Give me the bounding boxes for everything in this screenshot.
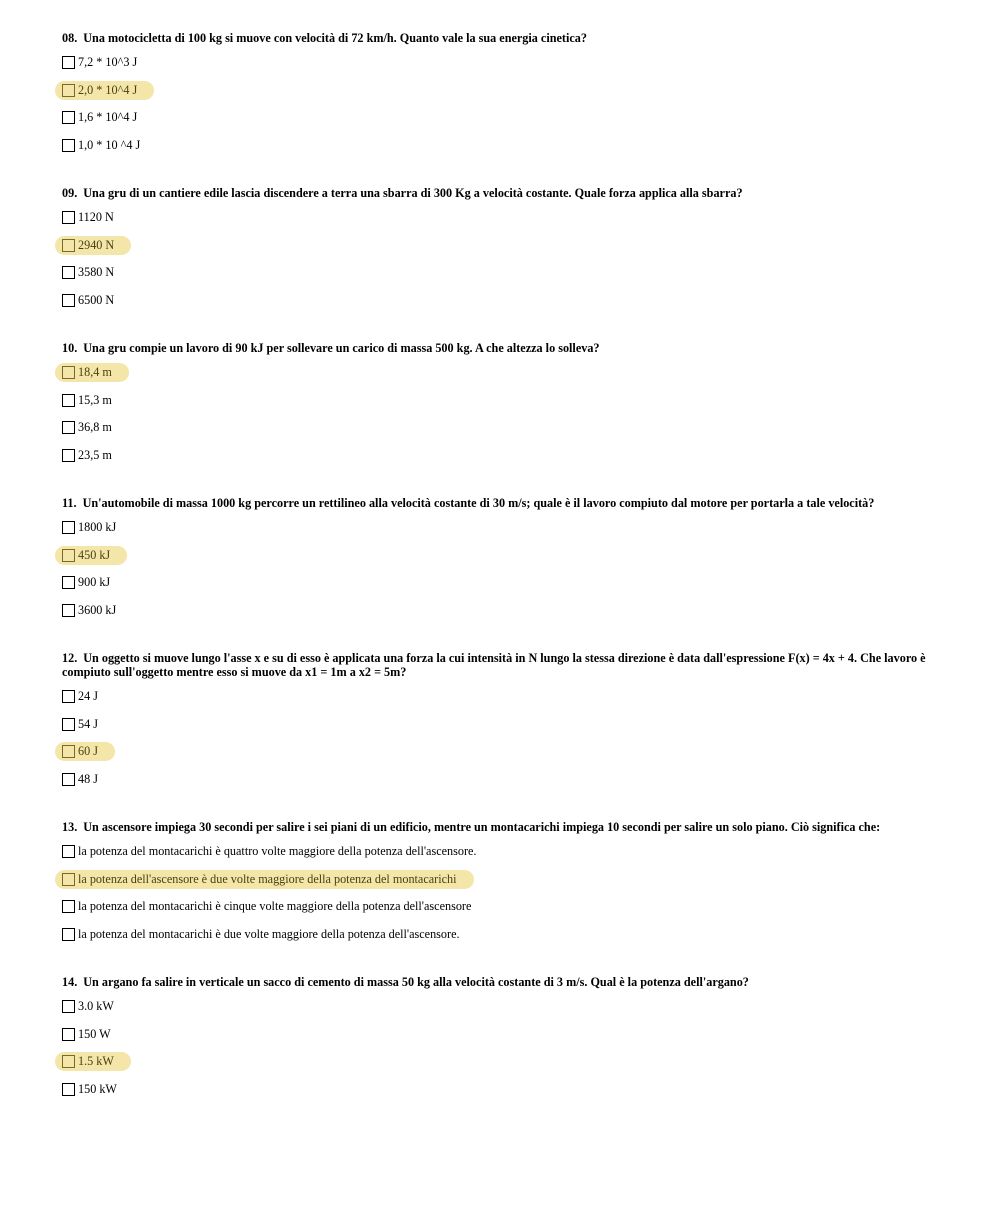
option-label: la potenza del montacarichi è cinque volte maggiore della potenza dell'ascensore xyxy=(78,899,472,914)
checkbox[interactable] xyxy=(62,239,75,252)
checkbox[interactable] xyxy=(62,690,75,703)
question-block xyxy=(62,341,932,469)
checkbox[interactable] xyxy=(62,139,75,152)
checkbox[interactable] xyxy=(62,1083,75,1096)
answer-option[interactable] xyxy=(62,49,932,77)
answer-option[interactable] xyxy=(62,442,932,470)
checkbox[interactable] xyxy=(62,1055,75,1068)
answer-option[interactable] xyxy=(62,359,932,387)
question-block xyxy=(62,496,932,624)
answer-option[interactable] xyxy=(62,1021,932,1049)
option-label: 900 kJ xyxy=(78,575,111,590)
checkbox[interactable] xyxy=(62,745,75,758)
option-label: 48 J xyxy=(78,771,98,786)
checkbox[interactable] xyxy=(62,576,75,589)
option-label: la potenza del montacarichi è due volte maggiore della potenza dell'ascensore. xyxy=(78,926,460,941)
answer-option[interactable] xyxy=(62,387,932,415)
answer-option[interactable] xyxy=(62,259,932,287)
option-label: 1120 N xyxy=(78,210,114,225)
question-number: 10. xyxy=(62,341,78,355)
question-number: 11. xyxy=(62,496,77,510)
question-label: Una gru compie un lavoro di 90 kJ per sollevare un carico di massa 500 kg. A che altezza lo solleva? xyxy=(83,341,600,355)
checkbox[interactable] xyxy=(62,521,75,534)
option-label: la potenza del montacarichi è quattro volte maggiore della potenza dell'ascensore. xyxy=(78,844,477,859)
question-label: Un oggetto si muove lungo l'asse x e su di esso è applicata una forza la cui intensità in N lungo la stessa direzione è data dall'espressione F(x) = 4x + 4. Che lavoro è compiuto sull'oggetto mentre esso si muove da x1 = 1m a x2 = 5m? xyxy=(62,651,926,679)
checkbox[interactable] xyxy=(62,718,75,731)
checkbox[interactable] xyxy=(62,56,75,69)
answer-option[interactable] xyxy=(62,77,932,105)
question-block xyxy=(62,975,932,1103)
option-label: 1.5 kW xyxy=(78,1054,114,1069)
question-text xyxy=(62,975,932,989)
option-label: 54 J xyxy=(78,716,98,731)
question-label: Un argano fa salire in verticale un sacco di cemento di massa 50 kg alla velocità costante di 3 m/s. Qual è la potenza dell'argano? xyxy=(83,975,749,989)
answer-option[interactable] xyxy=(62,838,932,866)
question-text xyxy=(62,820,932,834)
answer-option[interactable] xyxy=(62,569,932,597)
answer-option[interactable] xyxy=(62,132,932,160)
answer-option[interactable] xyxy=(62,597,932,625)
option-label: 23,5 m xyxy=(78,447,112,462)
question-number: 14. xyxy=(62,975,78,989)
checkbox[interactable] xyxy=(62,845,75,858)
option-label: 1800 kJ xyxy=(78,520,117,535)
option-label: 15,3 m xyxy=(78,392,112,407)
checkbox[interactable] xyxy=(62,873,75,886)
answer-option[interactable] xyxy=(62,711,932,739)
answer-option[interactable] xyxy=(62,514,932,542)
checkbox[interactable] xyxy=(62,900,75,913)
checkbox[interactable] xyxy=(62,604,75,617)
question-label: Una motocicletta di 100 kg si muove con velocità di 72 km/h. Quanto vale la sua energia cinetica? xyxy=(83,31,587,45)
quiz-page xyxy=(62,31,932,1130)
option-label: 36,8 m xyxy=(78,420,112,435)
answer-option[interactable] xyxy=(62,1048,932,1076)
option-label: la potenza dell'ascensore è due volte maggiore della potenza del montacarichi xyxy=(78,871,457,886)
option-label: 2,0 * 10^4 J xyxy=(78,82,138,97)
answer-option[interactable] xyxy=(62,683,932,711)
checkbox[interactable] xyxy=(62,449,75,462)
answer-option[interactable] xyxy=(62,542,932,570)
answer-option[interactable] xyxy=(62,866,932,894)
question-label: Una gru di un cantiere edile lascia discendere a terra una sbarra di 300 Kg a velocità costante. Quale forza applica alla sbarra? xyxy=(83,186,743,200)
checkbox[interactable] xyxy=(62,421,75,434)
question-text xyxy=(62,186,932,200)
checkbox[interactable] xyxy=(62,928,75,941)
question-block xyxy=(62,186,932,314)
question-block xyxy=(62,651,932,793)
question-number: 09. xyxy=(62,186,78,200)
option-label: 150 W xyxy=(78,1026,111,1041)
checkbox[interactable] xyxy=(62,394,75,407)
question-number: 12. xyxy=(62,651,78,665)
checkbox[interactable] xyxy=(62,773,75,786)
question-label: Un ascensore impiega 30 secondi per salire i sei piani di un edificio, mentre un montacarichi impiega 10 secondi per salire un solo piano. Ciò significa che: xyxy=(83,820,881,834)
question-text xyxy=(62,31,932,45)
question-number: 13. xyxy=(62,820,78,834)
option-label: 6500 N xyxy=(78,292,115,307)
checkbox[interactable] xyxy=(62,266,75,279)
question-label: Un'automobile di massa 1000 kg percorre un rettilineo alla velocità costante di 30 m/s; quale è il lavoro compiuto dal motore per portarla a tale velocità? xyxy=(82,496,875,510)
option-label: 150 kW xyxy=(78,1081,117,1096)
answer-option[interactable] xyxy=(62,287,932,315)
option-label: 60 J xyxy=(78,744,98,759)
option-label: 3580 N xyxy=(78,265,115,280)
option-label: 24 J xyxy=(78,689,98,704)
question-number: 08. xyxy=(62,31,78,45)
checkbox[interactable] xyxy=(62,1028,75,1041)
question-block xyxy=(62,31,932,159)
answer-option[interactable] xyxy=(62,414,932,442)
checkbox[interactable] xyxy=(62,549,75,562)
answer-option[interactable] xyxy=(62,738,932,766)
answer-option[interactable] xyxy=(62,766,932,794)
answer-option[interactable] xyxy=(62,921,932,949)
question-block xyxy=(62,820,932,948)
checkbox[interactable] xyxy=(62,84,75,97)
question-text xyxy=(62,496,932,510)
option-label: 3600 kJ xyxy=(78,602,117,617)
checkbox[interactable] xyxy=(62,211,75,224)
option-label: 3.0 kW xyxy=(78,999,114,1014)
option-label: 450 kJ xyxy=(78,547,111,562)
answer-option[interactable] xyxy=(62,893,932,921)
answer-option[interactable] xyxy=(62,104,932,132)
answer-option[interactable] xyxy=(62,204,932,232)
checkbox[interactable] xyxy=(62,294,75,307)
option-label: 7,2 * 10^3 J xyxy=(78,55,138,70)
checkbox[interactable] xyxy=(62,111,75,124)
option-label: 2940 N xyxy=(78,237,115,252)
question-text xyxy=(62,341,932,355)
option-label: 1,6 * 10^4 J xyxy=(78,110,138,125)
answer-option[interactable] xyxy=(62,232,932,260)
checkbox[interactable] xyxy=(62,366,75,379)
option-label: 1,0 * 10 ^4 J xyxy=(78,137,141,152)
answer-option[interactable] xyxy=(62,993,932,1021)
option-label: 18,4 m xyxy=(78,365,112,380)
checkbox[interactable] xyxy=(62,1000,75,1013)
question-text xyxy=(62,651,932,679)
answer-option[interactable] xyxy=(62,1076,932,1104)
